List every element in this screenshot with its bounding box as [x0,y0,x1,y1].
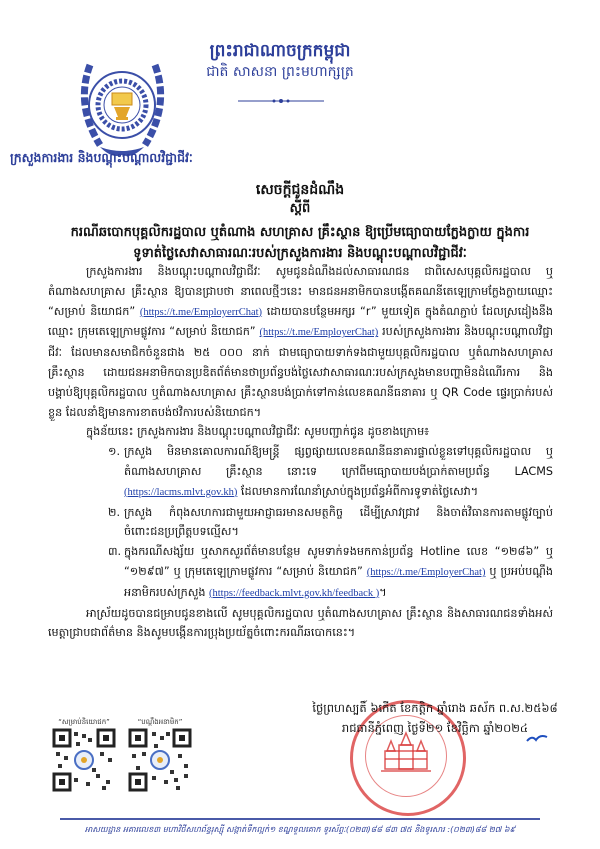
item-text: ឬ ប្រអប់បណ្តឹងអនាមិករបស់ក្រសួង [124,564,553,599]
solar-date: រាជធានីភ្នំពេញ ថ្ងៃទី២១ ខែវិច្ឆិកា ឆ្នាំ២០២៤ [341,721,529,735]
ministry-logo [70,55,175,165]
paragraph-3: អាស្រ័យដូចបានជម្រាបជូនខាងលើ សូមបុគ្គលិករដ្ឋបាល ឬតំណាងសហគ្រាស គ្រឹះស្ថាន និងសាធារណជនទាំងអស់ មេត្តាជ្រាបជាព័ត៌មាន និងសូមបង្កើនការប្រុងប្រយ័ត្នចំពោះករណីឆបោកនេះ។ [48,606,553,640]
notice-title: សេចក្តីជូនដំណឹង [255,182,345,198]
feedback-link[interactable]: (https://feedback.mlvt.gov.kh/feedback ) [209,587,380,599]
item-text: ។ [379,585,387,599]
qr-block-employer [52,718,116,792]
notice-subject: ករណីឆបោកបុគ្គលិករដ្ឋបាល ឬតំណាង សហគ្រាស គ្រឹះស្ថាន ឱ្យប្រើមធ្យោបាយក្លែងក្លាយ ក្នុងការទូទាត់ថ្លៃសេវាសាធារណៈរបស់ក្រសួងការងារ និងបណ្តុះបណ្តាលវិជ្ជាជីវៈ [70,225,530,261]
national-motto: ជាតិ សាសនា ព្រះមហាក្សត្រ [206,64,354,80]
list-item [108,442,553,502]
paragraph-2: ក្នុងន័យនេះ ក្រសួងការងារ និងបណ្តុះបណ្តាលវិជ្ជាជីវៈ សូមបញ្ជាក់ជូន ដូចខាងក្រោម៖ [86,425,430,439]
list-item [108,503,553,543]
lacms-link[interactable]: (https://lacms.mlvt.gov.kh) [124,486,238,498]
qr-label: “សម្រាប់និយោជក” [58,718,110,726]
notice-body [48,262,553,643]
qr-label: “បណ្តឹងអនាមិក” [137,718,183,726]
qr-code-employer[interactable] [52,728,116,792]
ornament-divider [238,88,324,90]
item-text: ក្រសួង កំពុងសហការជាមួយអាជ្ញាធរមានសមត្ថកិច្ច ដើម្បីស្រាវជ្រាវ និងចាត់វិធានការតាមផ្លូវច្បាប់ចំពោះជនប្រព្រឹត្តបទល្មើស។ [124,505,553,539]
item-number: ៣. [108,545,122,559]
signature-mark [526,728,548,738]
paragraph-text: របស់ក្រសួងការងារ និងបណ្តុះបណ្តាលវិជ្ជាជីវៈ ដែលមានសមាជិកចំនួនជាង ២៥ ០០០ នាក់ ជាមធ្យោបាយទាក់ទងជាមួយបុគ្គលិករដ្ឋបាល ឬតំណាងសហគ្រាស គ្រឹះស្ថាន ដោយជនអនាមិកបានប្រឌិតព័ត៌មានថាប្រព័ន្ធបង់ថ្លៃសេវាសាធារណៈរបស់ក្រសួងមានបញ្ហាមិនដំណើរការ និងបង្គាប់ឱ្យបុគ្គលិករដ្ឋបាល ឬតំណាងសហគ្រាស គ្រឹះស្ថានបង់ប្រាក់ទៅកាន់លេខគណនីធនាគារ ឬ QR Code ផ្ទេរប្រាក់របស់ខ្លួន ដែលនាំឱ្យមានការខាតបង់ថវិការបស់និយោជក។ [48,325,553,419]
lunar-date: ថ្ងៃព្រហស្បតិ៍ ៦កើត ខែកត្តិក ឆ្នាំរោង ឆស័ក ព.ស.២៥៦៨ [312,701,558,715]
footer-divider [60,818,540,820]
points-list [48,442,553,603]
official-telegram-link[interactable]: (https://t.me/EmployerChat) [366,566,486,578]
footer-address: អាសយដ្ឋាន អគារលេខ៣ មហាវិថីសហព័ន្ធរុស្ស៊ី សង្កាត់ទឹកល្អក់១ ខណ្ឌទួលគោក ទូរស័ព្ទៈ(០២៣)៨៨ ៨៣ ៧៥ និងទូរសារ :(០២៣)៨៨ ២៧ ៦៩ [84,825,516,834]
list-item [108,542,553,603]
item-text: ក្រសួង មិនមានគោលការណ៍ឱ្យមន្ត្រី ផ្សព្វផ្សាយលេខគណនីធនាគារផ្ទាល់ខ្លួនទៅបុគ្គលិករដ្ឋបាល ឬតំណាងសហគ្រាស គ្រឹះស្ថាន នោះទេ ក្រៅពីមធ្យោបាយបង់ប្រាក់តាមប្រព័ន្ធ LACMS [124,445,553,478]
fake-telegram-link[interactable]: (https://t.me/EmployerrChat) [139,306,263,318]
item-text: ក្នុងករណីសង្ស័យ ឬសាកសួរព័ត៌មានបន្ថែម សូមទាក់ទងមកកាន់ប្រព័ន្ធ Hotline លេខ “១២៨៦” ឬ “១២៩៧” ឬ ក្រុមតេឡេក្រាមផ្លូវការ “សម្រាប់ និយោជក” [124,545,553,578]
paragraph-text: ដោយបានបន្ថែមអក្សរ “r” មួយទៀត ក្នុងតំណភ្ជាប់ ដែលស្រដៀងនឹងឈ្មោះ ក្រុមតេឡេក្រាមផ្លូវការ “សម្រាប់ និយោជក” [48,304,554,339]
item-number: ២. [108,505,121,519]
paragraph-text: ក្រសួងការងារ និងបណ្តុះបណ្តាលវិជ្ជាជីវៈ សូមជូនដំណឹងដល់សាធារណជន ជាពិសេសបុគ្គលិករដ្ឋបាល ឬតំណាងសហគ្រាស គ្រឹះស្ថាន ឱ្យបានជ្រាបថា នាពេលថ្មីៗនេះ មានជនអនាមិកបានបង្កើតគណនីតេឡេក្រាមក្លែងក្លាយឈ្មោះ “សម្រាប់ និយោជក” [48,265,553,318]
qr-code-complaint[interactable] [128,728,192,792]
paragraph-1 [48,262,553,422]
ministry-name: ក្រសួងការងារ និងបណ្តុះបណ្តាលវិជ្ជាជីវៈ [10,150,193,165]
qr-block-complaint [128,718,192,792]
official-telegram-link[interactable]: (https://t.me/EmployerChat) [259,327,379,339]
item-number: ១. [108,445,121,459]
notice-regarding: ស្តីពី [289,201,311,216]
item-text: ដែលមានការណែនាំស្រាប់ក្នុងប្រព័ន្ធអំពីការទូទាត់ថ្លៃសេវា។ [237,484,479,498]
kingdom-heading: ព្រះរាជាណាចក្រកម្ពុជា [209,41,351,61]
